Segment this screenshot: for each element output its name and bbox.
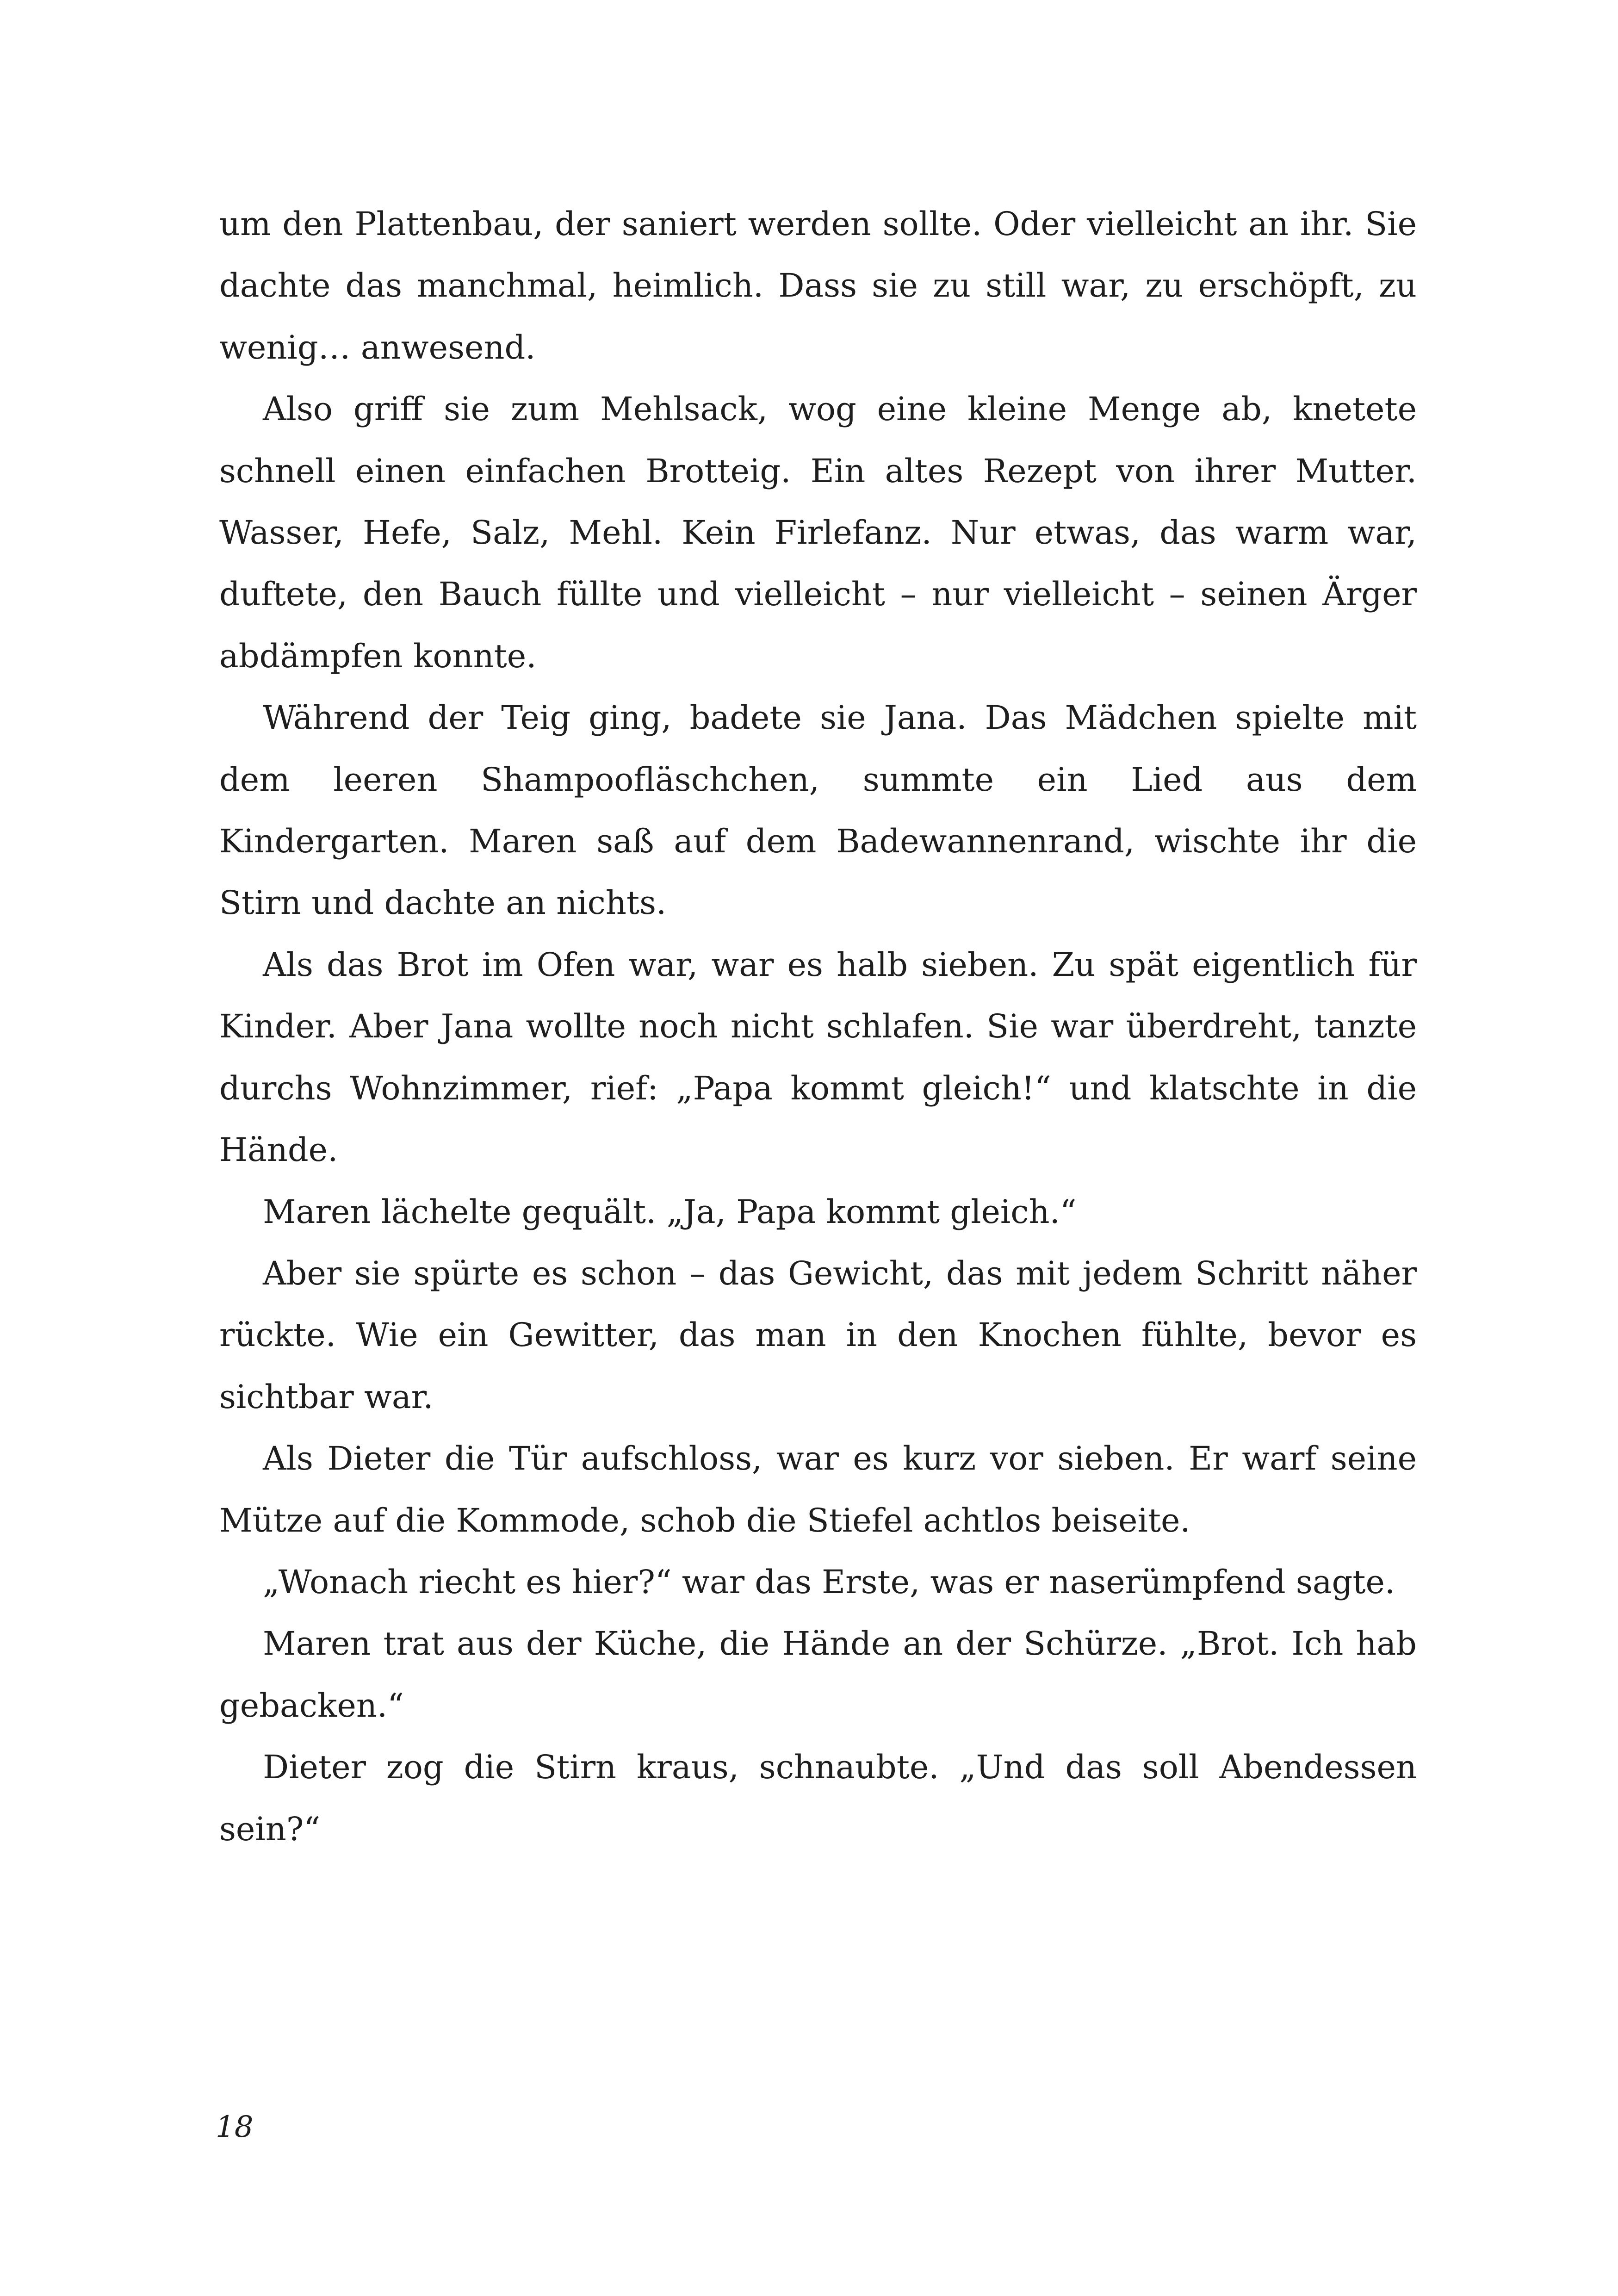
paragraph: „Wonach riecht es hier?“ war das Erste, was er naserümpfend sagte. <box>263 1563 1395 1601</box>
paragraph: Aber sie spürte es schon – das Gewicht, das mit jedem Schritt näher rückte. Wie ein Gewitter, das man in den Knochen fühlte, bevor es sichtbar war. <box>219 1254 1417 1416</box>
paragraph: Also griff sie zum Mehlsack, wog eine kleine Menge ab, knetete schnell einen einfachen Brotteig. Ein altes Rezept von ihrer Mutter. Wasser, Hefe, Salz, Mehl. Kein Firlefanz. Nur etwas, das warm war, duftete, den Bauch füllte und vielleicht – nur vielleicht – seinen Ärger abdämpfen konnte. <box>219 390 1417 675</box>
paragraph: um den Plattenbau, der saniert werden sollte. Oder vielleicht an ihr. Sie dachte das manchmal, heimlich. Dass sie zu still war, zu erschöpft, zu wenig… anwesend. <box>219 205 1417 366</box>
paragraph: Maren trat aus der Küche, die Hände an der Schürze. „Brot. Ich hab gebacken.“ <box>219 1625 1417 1725</box>
paragraph: Als Dieter die Tür aufschloss, war es kurz vor sieben. Er warf seine Mütze auf die Kommode, schob die Stiefel achtlos beiseite. <box>219 1440 1417 1539</box>
page-number: 18 <box>216 2110 254 2144</box>
paragraph: Als das Brot im Ofen war, war es halb sieben. Zu spät eigentlich für Kinder. Aber Jana wollte noch nicht schlafen. Sie war überdreht, tanzte durchs Wohnzimmer, rief: „Papa kommt gleich!“ und klatschte in die Hände. <box>219 945 1417 1169</box>
paragraph: Während der Teig ging, badete sie Jana. Das Mädchen spielte mit dem leeren Shampoofläschchen, summte ein Lied aus dem Kindergarten. Maren saß auf dem Badewannenrand, wischte ihr die Stirn und dachte an nichts. <box>219 699 1417 922</box>
paragraph: Maren lächelte gequält. „Ja, Papa kommt gleich.“ <box>263 1192 1077 1231</box>
paragraph: Dieter zog die Stirn kraus, schnaubte. „Und das soll Abendessen sein?“ <box>219 1748 1417 1848</box>
body-text <box>219 193 1417 1860</box>
